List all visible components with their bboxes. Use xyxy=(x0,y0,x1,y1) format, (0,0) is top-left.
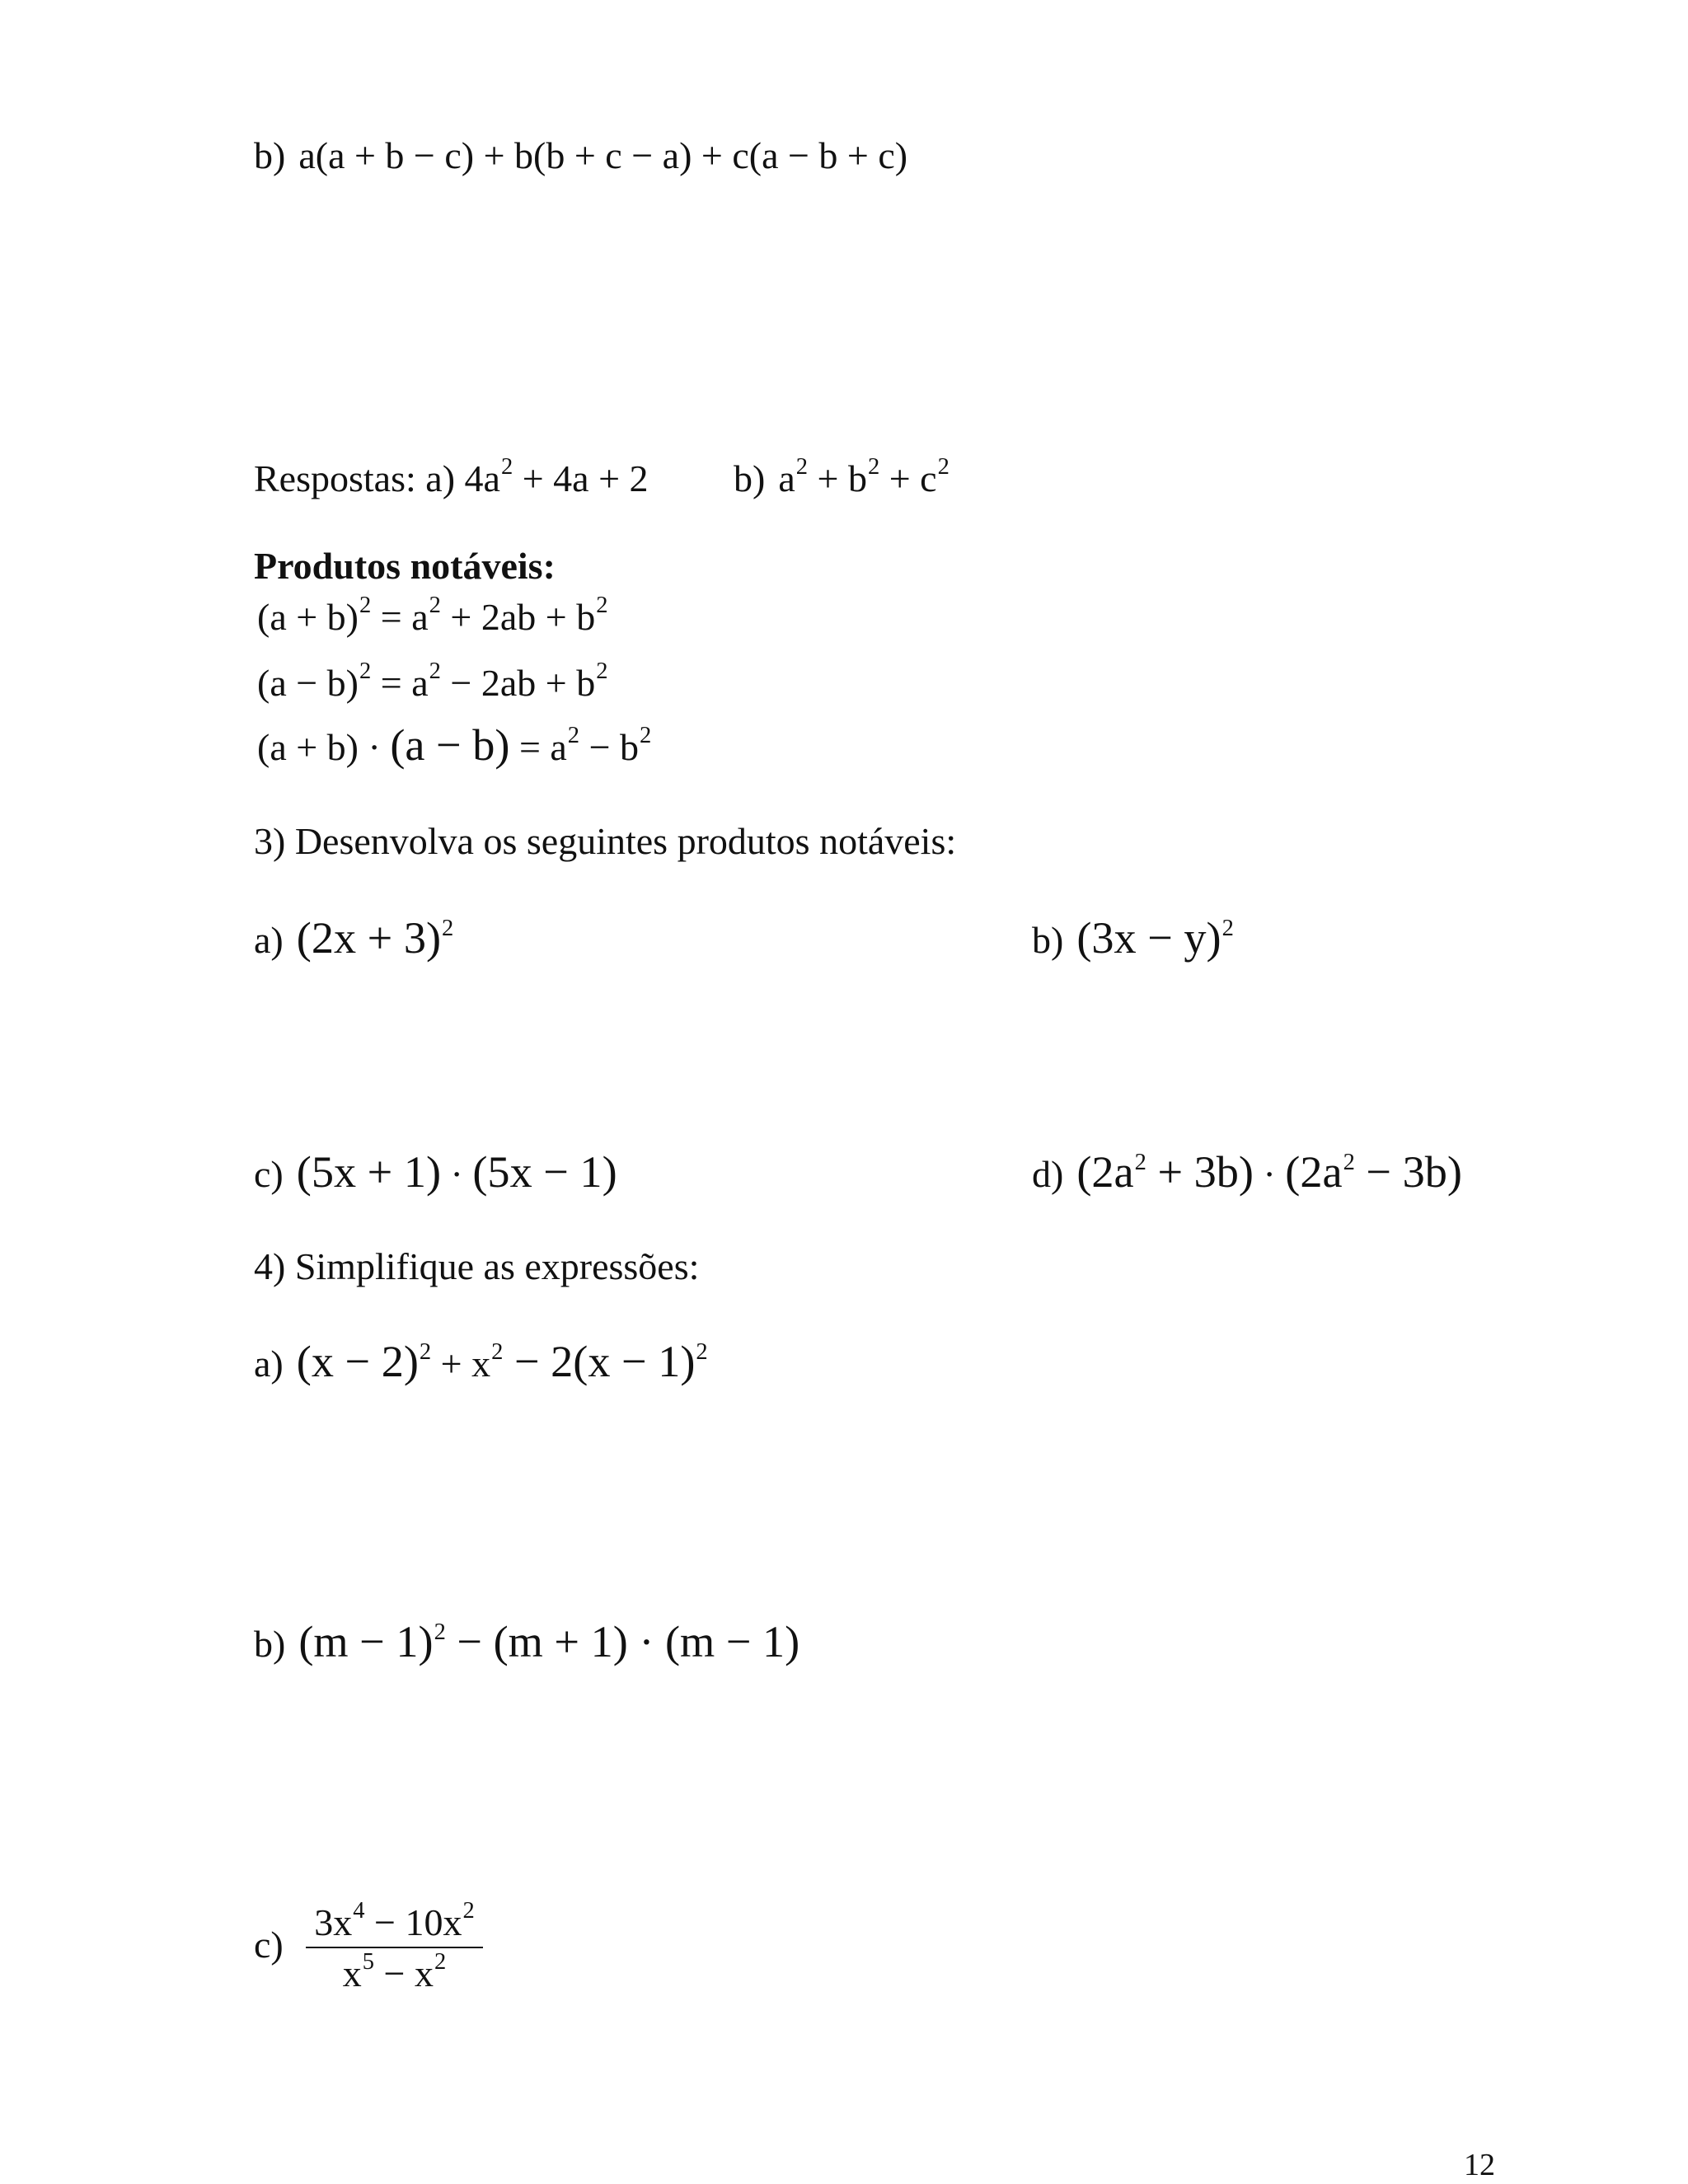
exponent: 2 xyxy=(442,915,454,941)
answer-b xyxy=(734,453,950,499)
item-label: a) xyxy=(254,919,284,961)
math-term: x xyxy=(342,1952,362,1994)
math-expression: (2a xyxy=(1076,1147,1134,1197)
formula-term: − b xyxy=(579,726,640,768)
math-expression: − 2(x − 1) xyxy=(503,1337,696,1386)
exponent: 2 xyxy=(1343,1149,1355,1175)
math-expression: (x − 2) xyxy=(296,1337,419,1386)
prev-exercise-b xyxy=(254,134,908,176)
answers-intro: Respostas: a) xyxy=(254,457,456,499)
item-label: c) xyxy=(254,1923,284,1966)
exponent: 2 xyxy=(1134,1149,1146,1175)
exponent: 2 xyxy=(867,453,880,480)
exercise-4-title: 4) Simplifique as expressões: xyxy=(254,1245,700,1287)
exercise-3b xyxy=(1032,913,1234,963)
page-number: 12 xyxy=(1464,2148,1495,2182)
answer-a-rest: + 4a + 2 xyxy=(513,457,649,499)
fraction-numerator xyxy=(306,1897,482,1948)
formula-term: = a xyxy=(509,726,567,768)
section-heading: Produtos notáveis: xyxy=(254,545,556,587)
exponent: 2 xyxy=(640,722,652,748)
math-expression: (5x − 1) xyxy=(472,1147,617,1197)
exercise-3-title: 3) Desenvolva os seguintes produtos notáveis: xyxy=(254,820,957,862)
item-label: b) xyxy=(734,457,766,499)
item-label: b) xyxy=(254,1623,286,1665)
exponent: 2 xyxy=(429,658,441,684)
dot-operator: · xyxy=(441,1153,473,1195)
answers-line xyxy=(254,453,649,499)
exponent: 2 xyxy=(429,592,441,618)
exponent: 2 xyxy=(491,1338,504,1365)
exercise-4a xyxy=(254,1337,708,1386)
formula-square-of-sum xyxy=(257,592,608,638)
exponent: 2 xyxy=(462,1897,475,1924)
math-term: − x xyxy=(374,1952,434,1994)
exponent: 4 xyxy=(353,1897,365,1924)
formula-term: + 2ab + b xyxy=(440,596,596,638)
math-expression: (5x + 1) xyxy=(296,1147,442,1197)
formula-term: (a − b) xyxy=(390,720,510,770)
exercise-4b xyxy=(254,1617,800,1666)
exponent: 2 xyxy=(434,1619,446,1645)
math-expression: (m − 1) xyxy=(298,1617,434,1666)
exponent: 2 xyxy=(434,1948,447,1975)
answer-b-term: + b xyxy=(808,457,867,499)
math-expression: a(a + b − c) + b(b + c − a) + c(a − b + c) xyxy=(298,134,908,176)
item-label: a) xyxy=(254,1343,284,1385)
exponent: 2 xyxy=(795,453,809,480)
math-expression: + x xyxy=(431,1343,491,1385)
exponent: 2 xyxy=(567,722,580,748)
dot-operator: · xyxy=(1253,1153,1286,1195)
exercise-4c xyxy=(254,1897,483,1994)
math-expression: (3x − y) xyxy=(1076,913,1221,963)
answer-b-term: a xyxy=(778,457,795,499)
answer-b-term: + c xyxy=(879,457,937,499)
fraction-denominator xyxy=(335,1948,454,1993)
exponent: 2 xyxy=(359,658,372,684)
formula-term: = a xyxy=(371,596,429,638)
math-expression: (2a xyxy=(1285,1147,1343,1197)
exponent: 5 xyxy=(362,1948,375,1975)
exercise-3c xyxy=(254,1147,617,1197)
math-expression: − (m + 1) · (m − 1) xyxy=(445,1617,800,1666)
exponent: 2 xyxy=(596,658,608,684)
formula-term: (a + b) xyxy=(257,596,359,638)
math-term: − 10x xyxy=(364,1901,462,1943)
exercise-3a xyxy=(254,913,454,963)
formula-term: − 2ab + b xyxy=(440,662,596,704)
exponent: 2 xyxy=(696,1338,708,1365)
formula-term: (a + b) · xyxy=(257,726,391,768)
math-expression: − 3b) xyxy=(1354,1147,1462,1197)
formula-sum-times-difference xyxy=(257,720,652,770)
exponent: 2 xyxy=(419,1338,432,1365)
item-label: b) xyxy=(1032,919,1064,961)
exponent: 2 xyxy=(596,592,608,618)
answer-a-term: 4a xyxy=(464,457,500,499)
formula-square-of-difference xyxy=(257,658,608,704)
item-label: d) xyxy=(1032,1153,1064,1195)
math-term: 3x xyxy=(314,1901,353,1943)
exponent: 2 xyxy=(937,453,950,480)
exponent: 2 xyxy=(1221,915,1234,941)
formula-term: = a xyxy=(371,662,429,704)
math-expression: (2x + 3) xyxy=(296,913,442,963)
exponent: 2 xyxy=(359,592,372,618)
formula-term: (a − b) xyxy=(257,662,359,704)
item-label: b) xyxy=(254,134,286,176)
item-label: c) xyxy=(254,1153,284,1195)
exercise-3d xyxy=(1032,1147,1462,1197)
exponent: 2 xyxy=(500,453,513,480)
fraction xyxy=(306,1897,482,1994)
math-expression: + 3b) xyxy=(1146,1147,1254,1197)
